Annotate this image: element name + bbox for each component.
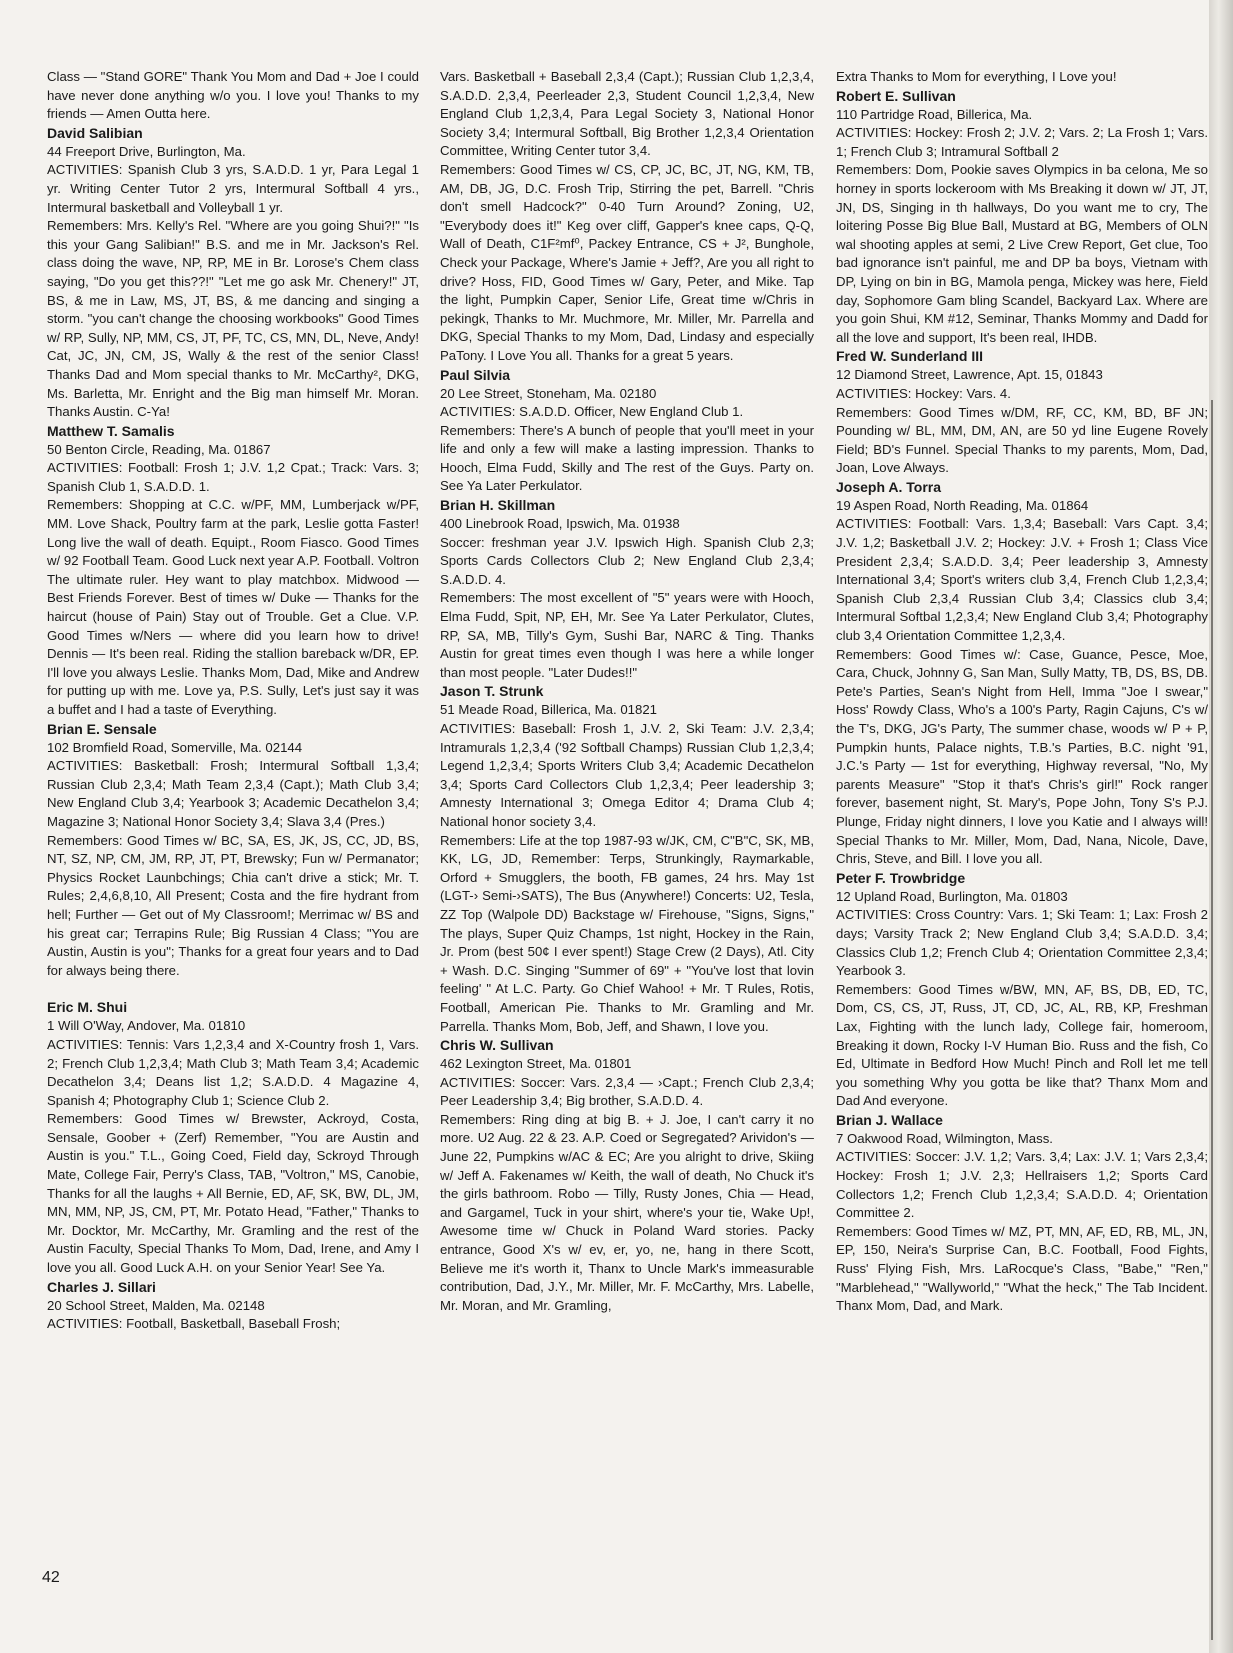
senior-name: Brian H. Skillman [440,497,556,514]
page-edge-shadow [1209,0,1233,1653]
entry-text: 20 School Street, Malden, Ma. 02148 [47,1297,265,1313]
continued-text [836,68,1208,87]
entry-text: Soccer: freshman year J.V. Ipswich High. Spanish Club 2,3; Sports Cards Collectors Club 2; New England Club 2,3,4; S.A.D.D. 4. [440,534,814,587]
senior-name: Joseph A. Torra [836,478,942,495]
senior-entry [47,720,419,981]
entry-text: Remembers: Ring ding at big B. + J. Joe, I can't carry it no more. U2 Aug. 22 & 23. A.P. Coed or Segregated? Arividon's — June 22, Pumpkins w/AC & EC; Are you alright to drive, Skiing w/ Jeff A. Fakenames w/ Keith, the wall of death, No Chuck it's the girls bathroom. Robo — Tilly, Rusty Jones, Chia — Head, and Gargamel, Tuck in your shirt, where's your tie, Wake Up!, Awesome time w/ Chuck in Poland Ward stories. Packy entrance, Good X's w/ ev, er, yo, ne, hang in there Scott, Believe me it's worth it, Thanx to Uncle Mark's immeasurable contribution, Dad, J.Y., Mr. Miller, Mr. F. McCarthy, Mrs. Labelle, Mr. Moran, and Mr. Gramling, [440,1111,814,1313]
senior-name: Jason T. Strunk [440,683,544,700]
senior-name: Fred W. Sunderland III [836,348,984,365]
senior-name: Brian J. Wallace [836,1111,943,1128]
senior-entry [836,1111,1208,1316]
entry-text: ACTIVITIES: Soccer: Vars. 2,3,4 — ›Capt.; French Club 2,3,4; Peer Leadership 3,4; Big brother, S.A.D.D. 4. [440,1074,814,1109]
senior-name: David Salibian [47,124,143,141]
entry-text: Vars. Basketball + Baseball 2,3,4 (Capt.); Russian Club 1,2,3,4, S.A.D.D. 2,3,4, Peerleader 2,3, Student Council 1,2,3,4, New England Club 1,2,3,4, Para Legal Society 3, National Honor Society 3,4; Intermural Softball, Big Brother 1,2,3,4 Orientation Committee, Writing Center tutor 3,4. [440,69,814,159]
entry-text: 1 Will O'Way, Andover, Ma. 01810 [47,1018,246,1034]
entry-text: Extra Thanks to Mom for everything, I Love you! [836,69,1117,84]
entry-text: ACTIVITIES: Football: Vars. 1,3,4; Baseball: Vars Capt. 3,4; J.V. 1,2; Basketball J.V. 2; Hockey: J.V. + Frosh 1; Class Vice President 2,3,4; S.A.D.D. 3,4; Peer leadership 3, Amnesty International 3,4; Sport's writers club 3,4, French Club 1,2,3,4; Spanish Club 2,3,4 Russian Club 3,4; Classics club 3,4; Intermural Softbal 1,2,3,4; New England Club 3,4; Photography club 3,4 Orientation Committee 1,2,3,4. [836,516,1208,644]
entry-text: 44 Freeport Drive, Burlington, Ma. [47,143,246,159]
entry-text: Remembers: Good Times w/DM, RF, CC, KM, BD, BF JN; Pounding w/ BL, MM, DM, AN, are 50 yd line Eugene Rovely Field; BD's Funnel. Special Thanks to my parents, Mom, Dad, Joan, Love Always. [836,404,1208,476]
entry-text: 110 Partridge Road, Billerica, Ma. [836,106,1033,122]
page-number: 42 [42,1569,60,1586]
entry-text: Remembers: Good Times w/BW, MN, AF, BS, DB, ED, TC, Dom, CS, CS, JT, Russ, JT, CD, JC, AL, RB, KP, Freshman Lax, Fighting with the lunch lady, College fair, homeroom, Breaking it down, Rocky I-V Human Bio. Russ and the fish, Co Ed, Ultimate in Bedford How Much! Pinch and Roll let me tell you something Why you gotta be like that? Thanx Mom and Dad And everyone. [836,981,1208,1109]
senior-entry [440,682,814,1036]
entry-text: 20 Lee Street, Stoneham, Ma. 02180 [440,385,657,401]
entry-text: Remembers: Mrs. Kelly's Rel. "Where are you going Shui?!" "Is this your Gang Salibian!" B.S. and me in Mr. Jackson's Rel. class doing the wave, NP, RP, ME in Br. Lorose's Chem class saying, "Do you get this??!" "Let me go ask Mr. Chenery!" JT, BS, & me in Law, MS, JT, BS, & me dancing and singing a storm. "you can't change the choosing workbooks" Good Times w/ RP, Sully, NP, MM, CS, JT, PF, TC, CS, MN, DL, Neve, Andy! Cat, JC, JN, CM, JS, Wally & the rest of the senior Class! Thanks Dad and Mom special thanks to Mr. McCarthy², DKG, Ms. Barletta, Mr. Enright and the Big man himself Mr. Moran. Thanks Austin. C-Ya! [47,218,419,420]
entry-text: ACTIVITIES: Soccer: J.V. 1,2; Vars. 3,4; Lax: J.V. 1; Vars 2,3,4; Hockey: Frosh 1; J.V. 2,3; Hellraisers 1,2; Sports Card Collectors 1,2; French Club 1,2,3,4; S.A.D.D. 4; Orientation Committee 2. [836,1149,1208,1221]
entry-text: Remembers: There's A bunch of people that you'll meet in your life and only a few will make a lasting impression. Thanks to Hooch, Elma Fudd, Skilly and The rest of the Guys. Party on. See Ya Later Perkulator. [440,422,814,494]
entry-text: ACTIVITIES: Hockey: Vars. 4. [836,385,1011,401]
column-3 [836,68,1208,1316]
entry-text: 7 Oakwood Road, Wilmington, Mass. [836,1130,1053,1146]
senior-name: Chris W. Sullivan [440,1037,554,1054]
senior-name: Brian E. Sensale [47,720,157,737]
entry-text: ACTIVITIES: Basketball: Frosh; Intermural Softball 1,3,4; Russian Club 2,3,4; Math Team 2,3,4 (Capt.); Math Club 3,4; New England Club 3,4; Yearbook 3; Academic Decathelon 3,4; Magazine 3; National Honor Society 3,4; Slava 3,4 (Pres.) [47,758,419,829]
senior-name: Robert E. Sullivan [836,87,956,104]
entry-text: ACTIVITIES: Spanish Club 3 yrs, S.A.D.D. 1 yr, Para Legal 1 yr. Writing Center Tutor 2 yrs, Intermural Softball 4 yrs., Intermural basketball and Volleyball 1 yr. [47,162,419,215]
entry-text: Class — "Stand GORE" Thank You Mom and Dad + Joe I could have never done anything w/o you. I love you! Thanks to my friends — Amen Outta here. [47,69,419,122]
entry-text: Remembers: Good Times w/ Brewster, Ackroyd, Costa, Sensale, Goober + (Zerf) Remember, "You are Austin and Austin is you." T.L., Going Coed, Field day, Sckroyd Through Mate, College Fair, Perry's Class, TAB, "Voltron," MS, Canobie, Thanks for all the laughs + All Bernie, ED, AF, SK, BW, DL, JM, MN, MM, NP, JS, CM, PT, Mr. Potato Head, "Father," Thanks to Mr. Docktor, Mr. McCarthy, Mr. Gramling and the rest of the Austin Faculty, Special Thanks To Mom, Dad, Irene, and Amy I love you all. Good Luck A.H. on your Senior Year! See Ya. [47,1111,419,1276]
entry-text: 400 Linebrook Road, Ipswich, Ma. 01938 [440,516,680,532]
senior-name: Matthew T. Samalis [47,422,175,439]
entry-text: Remembers: Life at the top 1987-93 w/JK, CM, C"B"C, SK, MB, KK, LG, JD, Remember: Terps, Strunkingly, Raymarkable, Orford + Smugglers, the booth, FB games, 24 hrs. May 1st (LGT-› Semi-›SATS), The Bus (Anywhere!) Concerts: U2, Tesla, ZZ Top (Walpole DD) Backstage w/ Firehouse, "Signs, Signs," The plays, Super Quiz Champs, 1st night, Hockey in the Rain, Jr. Prom (best 50¢ I ever spent!) Stage Crew (2 Days), Atl. City + Wash. D.C. Singing "Summer of 69" + "You've lost that lovin feeling' " At L.C. Party. Go Chief Wahoo! + Mr. T Rules, Rotis, Football, American Pie. Thanks to Mr. Gramling and Mr. Parrella. Thanks Mom, Bob, Jeff, and Shawn, I love you. [440,832,814,1034]
column-1 [47,68,419,1334]
entry-text: ACTIVITIES: Football, Basketball, Baseball Frosh; [47,1316,341,1332]
entry-text: Remembers: Good Times w/ CS, CP, JC, BC, JT, NG, KM, TB, AM, DB, JG, D.C. Frosh Trip, Stirring the pet, Barrell. "Chris don't smell Hadcock?" 0-40 Turn Around? Zoning, U2, "Everybody does it!" Keg over cliff, Gapper's knee caps, Q-Q, Wall of Death, C1F²mf⁰, Packey Entrance, CS + J², Bunghole, Check your Package, Where's Jamie + Jeff?, Are you all right to drive? Hoss, FID, Good Times w/ Gary, Peter, and Mike. Tap the light, Pumpkin Caper, Senior Life, Great time w/Chris in pekingk, Thanks to Mr. Muchmore, Mr. Miller, Mr. Parrella and DKG, Special Thanks to my Mom, Dad, Lindasy and especially PaTony. I Love You all. Thanks for a great 5 years. [440,161,814,363]
senior-entry [47,422,419,720]
senior-name: Paul Silvia [440,366,511,383]
senior-entry [47,124,419,422]
entry-text: Remembers: Dom, Pookie saves Olympics in ba celona, Me so horney in sports lockeroom with Ms Breaking it down w/ JT, JT, JN, DS, Singing in th hallways, Do you want me to cry, The loitering Posse Big Blue Ball, Mustard at BG, Members of OLN wal shooting apples at semi, 2 Live Crew Report, Get clue, Too bad ignorance isn't painful, me and DP ba boys, Vietnam with DP, Lying on bin in BG, Mamola penga, Mickey was here, Field day, Sophomore Gam bling Scandel, Backyard Lax. Where are you goin Shui, KM #12, Seminar, Thanks Mommy and Dadd for all the love and support, It's been real, IHDB. [836,162,1208,345]
entry-text: Remembers: Good Times w/: Case, Guance, Pesce, Moe, Cara, Chuck, Johnny G, San Man, Sully Matty, TB, DS, BS, DB. Pete's Parties, Sean's Night from Hell, Imma "Joe I swear," Hoss' Rowdy Class, Who's a 100's Party, Ragin Cajuns, C's w/ the T's, DKG, JG's Party, The summer chase, woods w/ P + P, Pumpkin hunts, Palace nights, T.B.'s Parties, B.C. night '91, J.C.'s Party — 1st for everything, Highway reversal, "No, My parents Measure" "Stop it that's Chris's girl!" Rock ranger forever, basement night, St. Mary's, Pope John, Tony S's P.J. Plunge, Friday night dinners, I love you Katie and I always will! Special Thanks to Mr. Miller, Mom, Dad, Nana, Nicole, Dave, Chris, Steve, and Bill. I love you all. [836,646,1208,867]
entry-text: Remembers: Shopping at C.C. w/PF, MM, Lumberjack w/PF, MM. Love Shack, Poultry farm at the park, Leslie gotta Faster! Long live the wall of death. Equipt., Room Fiasco. Good Times w/ 92 Football Team. Good Luck next year A.P. Football. Voltron The ultimate ruler. Hey want to play matchbox. Midwood — Best Friends Forever. Best of times w/ Duke — Thanks for the haircut (house of Pain) Stay out of Trouble. Get a Clue. V.P. Good Times w/Ners — where did you learn how to drive! Dennis — It's been real. Riding the stallion bareback w/DR, EP. I'll love you always Leslie. Thanks Mom, Dad, Mike and Andrew for putting up with me. Love ya, P.S. Sully, Let's just say it was a buffet and I had a taste of Everything. [47,497,419,717]
senior-name: Peter F. Trowbridge [836,869,966,886]
senior-entry [47,1278,419,1334]
senior-entry [440,496,814,682]
entry-text: 12 Upland Road, Burlington, Ma. 01803 [836,888,1068,904]
senior-entry [836,869,1208,1111]
column-2 [440,68,814,1315]
senior-entry [440,366,814,497]
entry-text: 51 Meade Road, Billerica, Ma. 01821 [440,702,657,718]
binding-line [1211,400,1213,1640]
senior-entry [836,478,1208,869]
entry-text: 12 Diamond Street, Lawrence, Apt. 15, 01843 [836,367,1103,383]
continued-text [47,68,419,124]
entry-text: ACTIVITIES: Football: Frosh 1; J.V. 1,2 Cpat.; Track: Vars. 3; Spanish Club 1, S.A.D.D. 1. [47,460,419,494]
senior-entry [440,1036,814,1315]
continued-text [440,68,814,366]
entry-text: ACTIVITIES: Cross Country: Vars. 1; Ski Team: 1; Lax: Frosh 2 days; Varsity Track 2; New England Club 3,4; S.A.D.D. 3,4; Classics Club 1,2; French Club 4; Orientation Committee 2,3,4; Yearbook 3. [836,907,1208,979]
entry-text: ACTIVITIES: Hockey: Frosh 2; J.V. 2; Vars. 2; La Frosh 1; Vars. 1; French Club 3; Intramural Softball 2 [836,125,1208,159]
senior-entry [836,347,1208,478]
entry-text: ACTIVITIES: S.A.D.D. Officer, New England Club 1. [440,404,744,420]
entry-text: 19 Aspen Road, North Reading, Ma. 01864 [836,497,1089,513]
senior-name: Charles J. Sillari [47,1278,156,1295]
spacer [47,980,419,998]
entry-text: Remembers: Good Times w/ MZ, PT, MN, AF, ED, RB, ML, JN, EP, 150, Neira's Surprise Can, B.C. Football, Food Fights, Russ' Flying Fish, Mrs. LaRocque's Class, "Babe," "Ren," "Marblehead," "Wallyworld," "What the heck," The Tab Incident. Thanx Mom, Dad, and Mark. [836,1223,1208,1314]
entry-text: Remembers: The most excellent of "5" years were with Hooch, Elma Fudd, Spit, NP, EH, Mr. See Ya Later Perkulator, Clutes, RP, SA, MB, Tilly's Gym, Sushi Bar, NARC & Ting. Thanks Austin for great times even though I was here a while longer than most people. "Later Dudes!!" [440,590,814,680]
senior-entry [47,998,419,1277]
entry-text: ACTIVITIES: Tennis: Vars 1,2,3,4 and X-Country frosh 1, Vars. 2; French Club 1,2,3,4; Math Club 3; Math Team 3,4; Academic Decathelon 3,4; Deans list 1,2; S.A.D.D. 4 Magazine 4, Spanish 4; Photography Club 1; Science Club 2. [47,1036,419,1108]
entry-text: Remembers: Good Times w/ BC, SA, ES, JK, JS, CC, JD, BS, NT, SZ, NP, CM, JM, RP, JT, PT, Brewsky; Fun w/ Permanator; Physics Rocket Launbchings; Chia can't drive a stick; Mr. T. Rules; 2,4,6,8,10, All Present; Costa and the fire hydrant from hell; Further — Get out of My Classroom!; Merrimac w/ BS and his great car; Terrapins Rule; Big Russian 4 Class; "You are Austin, Austin is you"; Thanks for a great four years and to Dad for always being there. [47,832,419,978]
entry-text: 50 Benton Circle, Reading, Ma. 01867 [47,441,271,457]
entry-text: 102 Bromfield Road, Somerville, Ma. 02144 [47,739,303,755]
senior-name: Eric M. Shui [47,999,128,1016]
entry-text: ACTIVITIES: Baseball: Frosh 1, J.V. 2, Ski Team: J.V. 2,3,4; Intramurals 1,2,3,4 ('92 Softball Champs) Russian Club 1,2,3,4; Legend 1,2,3,4; Sports Writers Club 3,4; Academic Decathelon 3,4; Sports Card Collectors Club 1,2,3,4; Peer leadership 3; Amnesty International 3; Omega Editor 4; Drama Club 4; National honor society 3,4. [440,721,814,829]
senior-entry [836,87,1208,348]
entry-text: 462 Lexington Street, Ma. 01801 [440,1056,632,1072]
